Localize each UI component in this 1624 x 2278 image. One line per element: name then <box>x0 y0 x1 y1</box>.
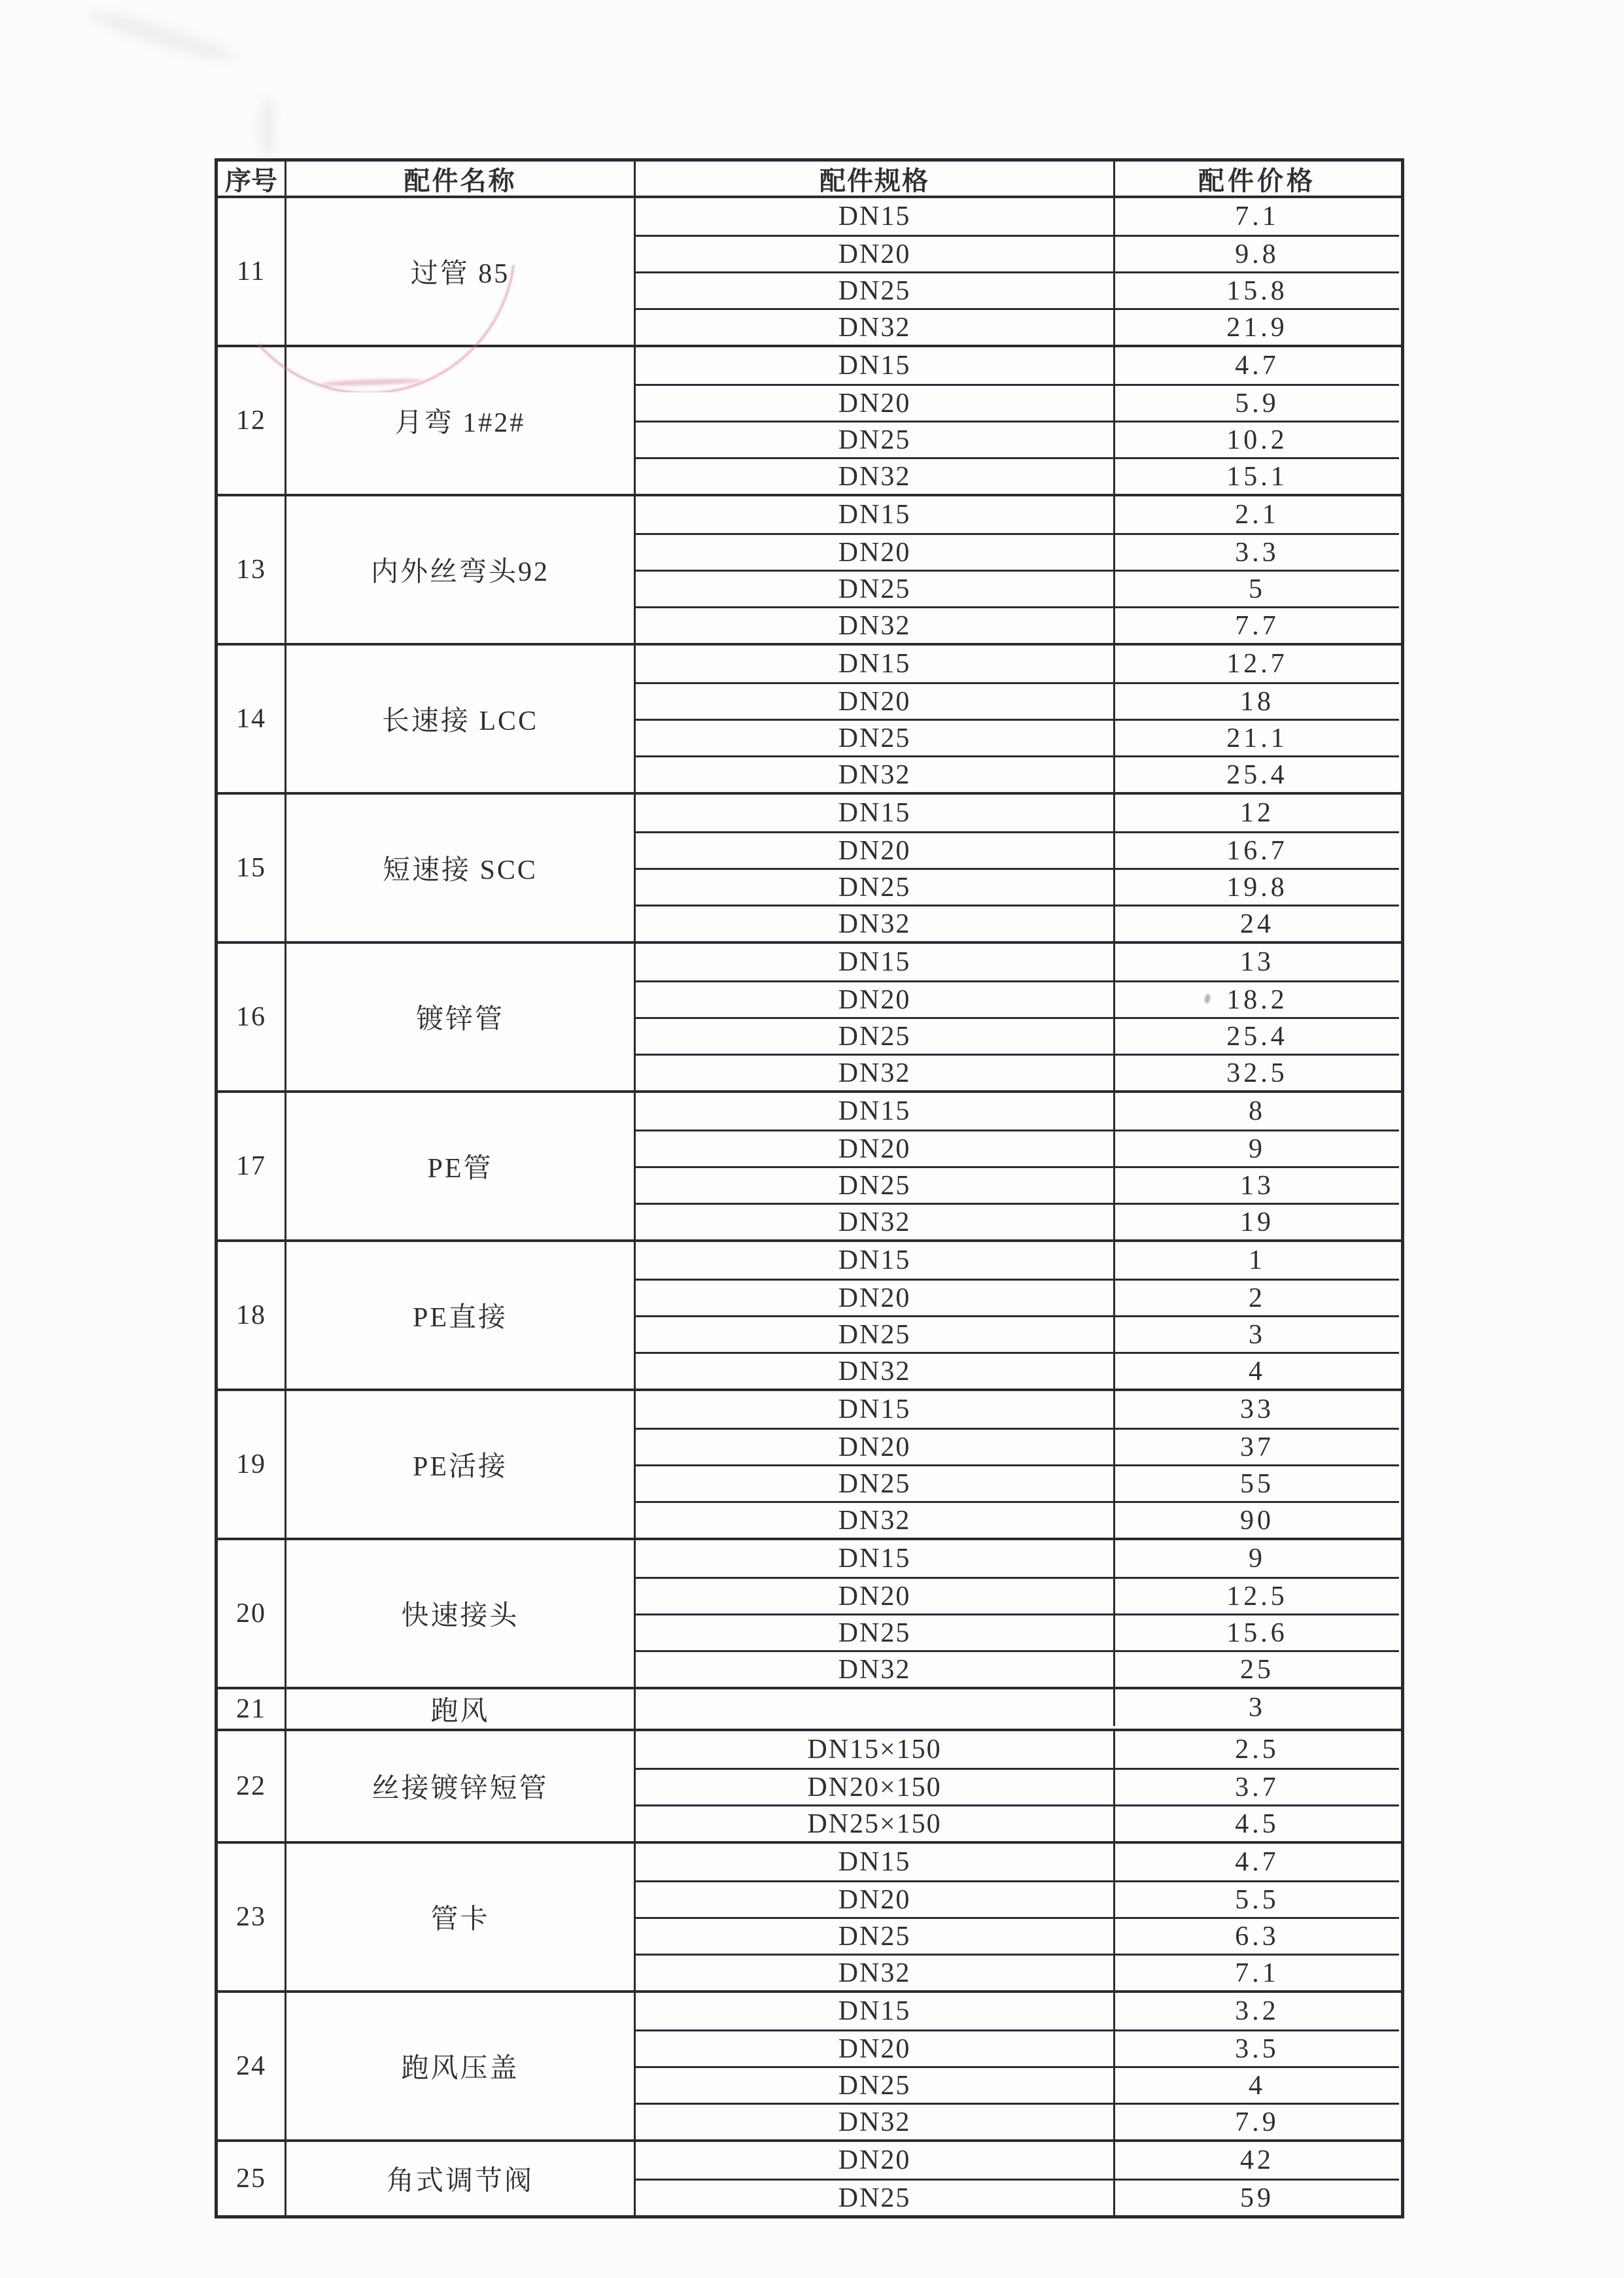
price-cell: 18.2 <box>1226 984 1288 1015</box>
spec-price-row <box>636 868 1399 905</box>
spec-price-row <box>636 2066 1399 2103</box>
price-cell: 90 <box>1240 1505 1274 1536</box>
scan-smudge-above-table <box>257 97 277 157</box>
price-cell: 3.2 <box>1235 1996 1279 2026</box>
table-body <box>218 198 1401 2215</box>
spec-price-row <box>636 347 1399 384</box>
spec-price-row <box>636 1917 1399 1954</box>
spec-price-row <box>636 384 1399 421</box>
header-part-price: 配件价格 <box>1198 165 1316 196</box>
spec-price-row <box>636 2142 1399 2179</box>
spec-cell: DN20 <box>636 535 1115 570</box>
spec-cell: DN25 <box>636 1919 1115 1954</box>
spec-cell: DN15 <box>636 1242 1115 1279</box>
spec-cell: DN32 <box>636 906 1115 941</box>
spec-cell: DN32 <box>636 1056 1115 1090</box>
spec-cell: DN20 <box>636 1131 1115 1166</box>
price-cell: 3 <box>1249 1319 1266 1350</box>
table-header-row <box>218 162 1401 198</box>
spec-price-row <box>636 606 1399 643</box>
table-row-group <box>218 2139 1401 2215</box>
spec-price-row <box>636 1279 1399 1315</box>
spec-price-row <box>636 1242 1399 1279</box>
spec-price-row <box>636 1054 1399 1090</box>
serial-number-cell: 13 <box>218 496 286 643</box>
part-name-cell: 快速接头 <box>286 1540 636 1687</box>
table-row-group <box>218 1990 1401 2139</box>
spec-cell: DN32 <box>636 2105 1115 2139</box>
spec-price-rows <box>636 1689 1399 1729</box>
part-name-cell: 跑风 <box>286 1689 636 1729</box>
price-cell: 16.7 <box>1226 835 1288 866</box>
price-cell: 7.1 <box>1235 201 1279 232</box>
spec-cell: DN32 <box>636 608 1115 643</box>
price-cell: 5.5 <box>1235 1884 1279 1915</box>
spec-price-row <box>636 2103 1399 2139</box>
spec-price-row <box>636 1391 1399 1428</box>
spec-cell: DN25×150 <box>636 1806 1115 1841</box>
table-row-group <box>218 1841 1401 1990</box>
spec-cell: DN20 <box>636 237 1115 271</box>
spec-price-rows <box>636 1540 1399 1687</box>
serial-number-cell: 23 <box>218 1844 286 1990</box>
serial-number-cell: 16 <box>218 944 286 1090</box>
spec-cell: DN15 <box>636 1391 1115 1428</box>
spec-price-row <box>636 831 1399 868</box>
price-cell: 25 <box>1240 1654 1274 1685</box>
table-row-group <box>218 643 1401 792</box>
spec-cell <box>636 1689 1115 1726</box>
price-cell: 4.7 <box>1235 1847 1279 1877</box>
spec-price-row <box>636 2179 1399 2215</box>
part-name-cell: PE直接 <box>286 1242 636 1389</box>
price-cell: 25.4 <box>1226 759 1288 790</box>
spec-cell: DN20 <box>636 1430 1115 1464</box>
serial-number-cell: 21 <box>218 1689 286 1729</box>
spec-cell: DN15 <box>636 646 1115 682</box>
spec-price-row <box>636 308 1399 345</box>
spec-price-row <box>636 1428 1399 1464</box>
spec-price-row <box>636 1731 1399 1768</box>
spec-price-row <box>636 1880 1399 1917</box>
spec-price-row <box>636 795 1399 831</box>
table-row-group <box>218 792 1401 941</box>
spec-price-rows <box>636 646 1399 792</box>
spec-price-row <box>636 496 1399 533</box>
price-cell: 21.9 <box>1226 312 1288 343</box>
spec-price-rows <box>636 1844 1399 1990</box>
price-cell: 32.5 <box>1226 1058 1288 1088</box>
serial-number-cell: 11 <box>218 198 286 345</box>
spec-price-row <box>636 1689 1399 1726</box>
price-cell: 19.8 <box>1226 872 1288 903</box>
part-name-cell: 管卡 <box>286 1844 636 1990</box>
price-cell: 12.5 <box>1226 1581 1288 1612</box>
price-cell: 7.7 <box>1235 610 1279 641</box>
spec-cell: DN25 <box>636 1019 1115 1054</box>
price-cell: 33 <box>1240 1394 1274 1424</box>
price-cell: 7.9 <box>1235 2107 1279 2137</box>
spec-cell: DN25 <box>636 1615 1115 1650</box>
price-cell: 2 <box>1249 1283 1266 1313</box>
spec-price-rows <box>636 1242 1399 1389</box>
spec-cell: DN32 <box>636 1205 1115 1239</box>
spec-price-row <box>636 1768 1399 1804</box>
spec-cell: DN15 <box>636 1844 1115 1880</box>
spec-price-row <box>636 1614 1399 1650</box>
spec-price-rows <box>636 198 1399 345</box>
spec-cell: DN25 <box>636 2181 1115 2215</box>
spec-price-row <box>636 533 1399 570</box>
price-cell: 24 <box>1240 908 1274 939</box>
price-cell: 55 <box>1240 1468 1274 1499</box>
table-row-group <box>218 1538 1401 1687</box>
spec-cell: DN25 <box>636 870 1115 905</box>
spec-cell: DN32 <box>636 1652 1115 1687</box>
price-cell: 21.1 <box>1226 723 1288 753</box>
part-name-cell: PE管 <box>286 1093 636 1239</box>
part-name-cell: 过管 85 <box>286 198 636 345</box>
serial-number-cell: 18 <box>218 1242 286 1389</box>
price-cell: 3 <box>1249 1693 1266 1723</box>
spec-cell: DN15 <box>636 347 1115 384</box>
part-name-cell: 长速接 LCC <box>286 646 636 792</box>
spec-price-row <box>636 944 1399 980</box>
table-row-group <box>218 1239 1401 1389</box>
price-cell: 25.4 <box>1226 1021 1288 1052</box>
spec-price-rows <box>636 1993 1399 2139</box>
spec-price-row <box>636 1093 1399 1130</box>
spec-cell: DN25 <box>636 273 1115 308</box>
price-cell: 10.2 <box>1226 424 1288 455</box>
spec-price-row <box>636 1464 1399 1501</box>
spec-cell: DN25 <box>636 1317 1115 1352</box>
price-cell: 9 <box>1249 1133 1266 1164</box>
spec-cell: DN15 <box>636 1993 1115 2029</box>
table-row-group <box>218 1090 1401 1239</box>
spec-price-row <box>636 682 1399 719</box>
price-cell: 9.8 <box>1235 239 1279 269</box>
price-cell: 13 <box>1240 947 1274 977</box>
spec-price-rows <box>636 1093 1399 1239</box>
spec-price-row <box>636 980 1399 1017</box>
part-name-cell: 短速接 SCC <box>286 795 636 941</box>
spec-cell: DN20 <box>636 833 1115 868</box>
spec-price-row <box>636 421 1399 457</box>
spec-cell: DN20×150 <box>636 1770 1115 1804</box>
spec-price-row <box>636 271 1399 308</box>
part-name-cell: 月弯 1#2# <box>286 347 636 494</box>
spec-price-row <box>636 1650 1399 1687</box>
spec-cell: DN20 <box>636 2142 1115 2179</box>
part-name-cell: 镀锌管 <box>286 944 636 1090</box>
spec-cell: DN25 <box>636 1466 1115 1501</box>
spec-price-row <box>636 1954 1399 1990</box>
spec-price-rows <box>636 795 1399 941</box>
serial-number-cell: 20 <box>218 1540 286 1687</box>
spec-cell: DN25 <box>636 572 1115 606</box>
price-cell: 3.7 <box>1235 1772 1279 1803</box>
spec-price-row <box>636 905 1399 941</box>
spec-cell: DN25 <box>636 2068 1115 2103</box>
spec-price-row <box>636 1501 1399 1538</box>
price-cell: 12.7 <box>1226 649 1288 679</box>
spec-cell: DN25 <box>636 423 1115 457</box>
spec-cell: DN20 <box>636 1281 1115 1315</box>
price-cell: 5.9 <box>1235 388 1279 419</box>
spec-cell: DN15 <box>636 795 1115 831</box>
price-cell: 4 <box>1249 2070 1266 2101</box>
part-name-cell: 跑风压盖 <box>286 1993 636 2139</box>
serial-number-cell: 24 <box>218 1993 286 2139</box>
spec-price-row <box>636 1352 1399 1389</box>
spec-cell: DN15 <box>636 496 1115 533</box>
part-name-cell: PE活接 <box>286 1391 636 1538</box>
parts-price-table <box>215 158 1404 2218</box>
spec-price-row <box>636 235 1399 271</box>
spec-cell: DN25 <box>636 721 1115 755</box>
serial-number-cell: 22 <box>218 1731 286 1841</box>
serial-number-cell: 12 <box>218 347 286 494</box>
spec-cell: DN15 <box>636 1093 1115 1130</box>
table-row-group <box>218 1389 1401 1538</box>
price-cell: 4.5 <box>1235 1808 1279 1839</box>
spec-cell: DN15 <box>636 1540 1115 1577</box>
table-row-group <box>218 1729 1401 1841</box>
spec-price-row <box>636 1844 1399 1880</box>
spec-price-rows <box>636 944 1399 1090</box>
spec-price-row <box>636 1993 1399 2029</box>
spec-price-row <box>636 755 1399 792</box>
serial-number-cell: 19 <box>218 1391 286 1538</box>
spec-cell: DN20 <box>636 684 1115 719</box>
spec-cell: DN20 <box>636 2031 1115 2066</box>
table-row-group <box>218 198 1401 345</box>
price-cell: 4 <box>1249 1356 1266 1387</box>
spec-cell: DN15 <box>636 198 1115 235</box>
table-row-group <box>218 941 1401 1090</box>
serial-number-cell: 14 <box>218 646 286 792</box>
spec-cell: DN32 <box>636 1354 1115 1389</box>
spec-price-rows <box>636 1731 1399 1841</box>
spec-price-row <box>636 570 1399 606</box>
spec-price-row <box>636 1130 1399 1166</box>
spec-cell: DN25 <box>636 1168 1115 1203</box>
spec-price-row <box>636 2029 1399 2066</box>
price-cell: 4.7 <box>1235 351 1279 381</box>
header-part-name: 配件名称 <box>286 162 636 196</box>
part-name-cell: 丝接镀锌短管 <box>286 1731 636 1841</box>
header-part-spec: 配件规格 <box>636 162 1115 196</box>
price-cell: 2.1 <box>1235 500 1279 530</box>
spec-price-rows <box>636 1391 1399 1538</box>
price-cell: 8 <box>1249 1096 1266 1126</box>
serial-number-cell: 17 <box>218 1093 286 1239</box>
spec-cell: DN32 <box>636 1503 1115 1538</box>
spec-cell: DN20 <box>636 1882 1115 1917</box>
spec-price-row <box>636 1540 1399 1577</box>
spec-price-row <box>636 1203 1399 1239</box>
spec-price-rows <box>636 496 1399 643</box>
spec-price-row <box>636 1017 1399 1054</box>
price-cell: 6.3 <box>1235 1921 1279 1952</box>
price-cell: 18 <box>1240 686 1274 717</box>
spec-price-row <box>636 646 1399 682</box>
spec-cell: DN15×150 <box>636 1731 1115 1768</box>
spec-cell: DN20 <box>636 982 1115 1017</box>
spec-cell: DN32 <box>636 459 1115 494</box>
spec-price-row <box>636 457 1399 494</box>
spec-price-rows <box>636 2142 1399 2215</box>
spec-price-row <box>636 1315 1399 1352</box>
price-cell: 15.1 <box>1226 461 1288 492</box>
price-cell: 42 <box>1240 2145 1274 2175</box>
serial-number-cell: 15 <box>218 795 286 941</box>
price-cell: 3.3 <box>1235 537 1279 568</box>
price-cell: 13 <box>1240 1170 1274 1201</box>
serial-number-cell: 25 <box>218 2142 286 2215</box>
price-cell: 59 <box>1240 2183 1274 2213</box>
spec-price-rows <box>636 347 1399 494</box>
spec-price-row <box>636 1577 1399 1614</box>
spec-cell: DN32 <box>636 1956 1115 1990</box>
spec-price-row <box>636 719 1399 755</box>
price-cell: 37 <box>1240 1432 1274 1462</box>
price-cell: 5 <box>1249 574 1266 604</box>
spec-cell: DN20 <box>636 386 1115 421</box>
spec-cell: DN32 <box>636 310 1115 345</box>
price-cell: 15.6 <box>1226 1617 1288 1648</box>
price-cell: 15.8 <box>1226 275 1288 306</box>
spec-price-row <box>636 198 1399 235</box>
part-name-cell: 角式调节阀 <box>286 2142 636 2215</box>
spec-cell: DN32 <box>636 757 1115 792</box>
price-cell: 3.5 <box>1235 2033 1279 2064</box>
table-row-group <box>218 494 1401 643</box>
table-row-group <box>218 345 1401 494</box>
scan-smudge-top-left <box>86 5 237 67</box>
price-cell: 1 <box>1249 1245 1266 1275</box>
price-cell: 2.5 <box>1235 1734 1279 1765</box>
price-cell: 7.1 <box>1235 1958 1279 1988</box>
table-row-group <box>218 1687 1401 1729</box>
header-serial-number: 序号 <box>218 162 286 196</box>
price-cell: 19 <box>1240 1207 1274 1237</box>
spec-price-row <box>636 1166 1399 1203</box>
spec-price-row <box>636 1804 1399 1841</box>
price-cell: 12 <box>1240 798 1274 828</box>
price-cell: 9 <box>1249 1544 1266 1574</box>
part-name-cell: 内外丝弯头92 <box>286 496 636 643</box>
spec-cell: DN20 <box>636 1579 1115 1614</box>
spec-cell: DN15 <box>636 944 1115 980</box>
